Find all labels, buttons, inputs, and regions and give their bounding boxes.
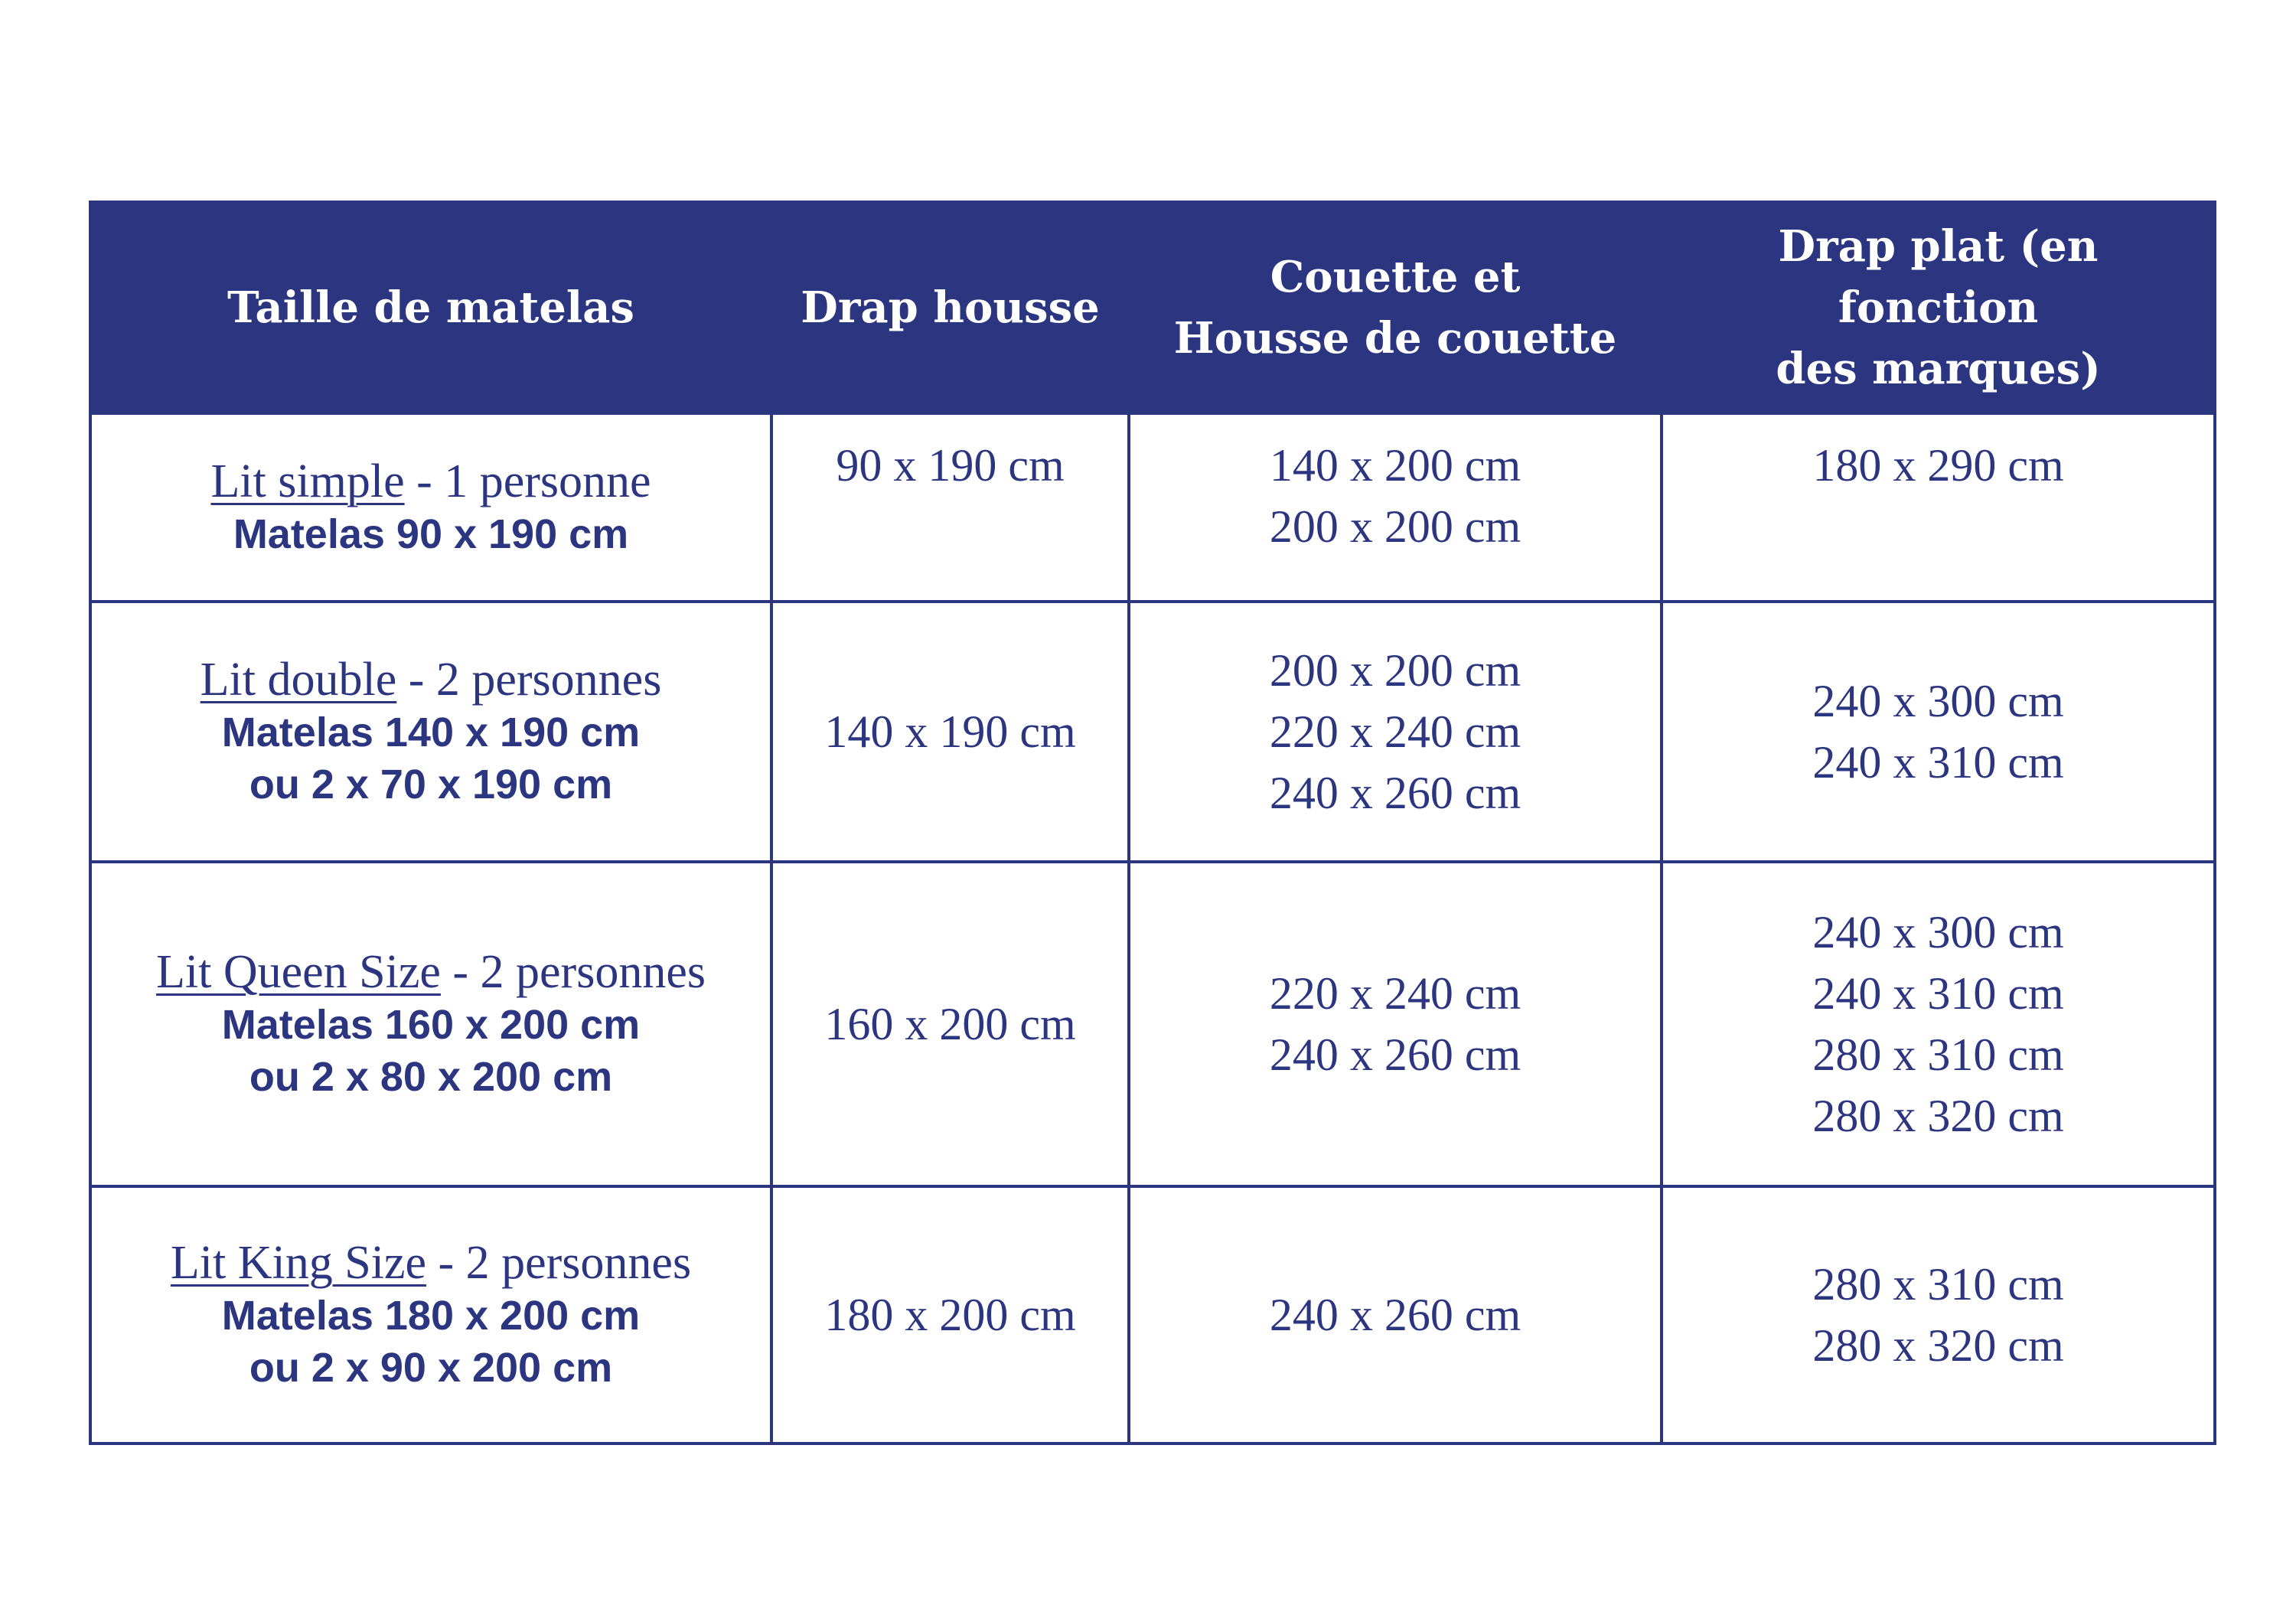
fitted-sheet-cell <box>771 1186 1129 1443</box>
header-duvet-line-2: Housse de couette <box>1173 313 1617 364</box>
header-fitted-sheet-label: Drap housse <box>801 282 1100 333</box>
persons-label: - 2 personnes <box>396 654 662 706</box>
bed-line <box>103 455 759 508</box>
fitted-sheet-cell <box>771 602 1129 862</box>
mattress-dimension: Matelas 160 x 200 cm <box>221 1002 641 1048</box>
table-row <box>90 1186 2215 1443</box>
dimension-value: 180 x 290 cm <box>1812 440 2064 491</box>
dimension-value: 200 x 200 cm <box>1269 501 1521 552</box>
flat-sheet-cell <box>1662 1186 2215 1443</box>
header-flat-sheet-line-1: Drap plat (en fonction <box>1778 221 2099 333</box>
duvet-cell <box>1129 1186 1662 1443</box>
dimension-value: 280 x 310 cm <box>1812 1029 2064 1080</box>
mattress-cell <box>90 1186 771 1443</box>
dimension-value: 90 x 190 cm <box>836 440 1065 491</box>
fitted-sheet-cell <box>771 862 1129 1186</box>
dimension-value: 200 x 200 cm <box>1269 645 1521 696</box>
header-row <box>90 202 2215 413</box>
dimension-value: 280 x 320 cm <box>1812 1320 2064 1371</box>
bed-type-link[interactable]: Lit simple <box>210 455 405 507</box>
header-flat-sheet <box>1662 202 2215 413</box>
flat-sheet-cell <box>1662 602 2215 862</box>
dimension-value: 240 x 300 cm <box>1812 907 2064 957</box>
mattress-dimension: Matelas 140 x 190 cm <box>221 710 641 755</box>
dimension-value: 240 x 260 cm <box>1269 1029 1521 1080</box>
duvet-cell <box>1129 862 1662 1186</box>
duvet-cell <box>1129 413 1662 602</box>
bed-line <box>103 1236 759 1290</box>
persons-label: - 1 personne <box>404 455 651 507</box>
dimension-value: 240 x 310 cm <box>1812 968 2064 1019</box>
dimension-value: 160 x 200 cm <box>824 999 1076 1049</box>
dimension-value: 240 x 260 cm <box>1269 1290 1521 1340</box>
dimension-value: 280 x 310 cm <box>1812 1259 2064 1310</box>
mattress-cell <box>90 862 771 1186</box>
persons-label: - 2 personnes <box>440 946 706 998</box>
header-flat-sheet-line-2: des marques) <box>1776 344 2101 394</box>
mattress-cell <box>90 413 771 602</box>
table-row <box>90 413 2215 602</box>
header-mattress-label: Taille de matelas <box>227 282 634 333</box>
header-duvet-line-1: Couette et <box>1270 252 1521 302</box>
persons-label: - 2 personnes <box>426 1237 692 1289</box>
duvet-cell <box>1129 602 1662 862</box>
header-duvet <box>1129 202 1662 413</box>
bed-line <box>103 945 759 999</box>
mattress-dimension-alt: ou 2 x 80 x 200 cm <box>249 1054 613 1100</box>
dimension-value: 140 x 190 cm <box>824 706 1076 757</box>
table-row <box>90 602 2215 862</box>
dimension-value: 220 x 240 cm <box>1269 968 1521 1019</box>
bed-type-link[interactable]: Lit double <box>200 654 397 706</box>
dimension-value: 240 x 260 cm <box>1269 768 1521 818</box>
flat-sheet-cell <box>1662 862 2215 1186</box>
dimension-value: 240 x 310 cm <box>1812 737 2064 788</box>
mattress-dimension-alt: ou 2 x 90 x 200 cm <box>249 1345 613 1391</box>
dimension-value: 240 x 300 cm <box>1812 676 2064 726</box>
bed-type-link[interactable]: Lit Queen Size <box>156 946 441 998</box>
dimension-value: 180 x 200 cm <box>824 1290 1076 1340</box>
mattress-dimension-alt: ou 2 x 70 x 190 cm <box>249 762 613 807</box>
mattress-dimension: Matelas 90 x 190 cm <box>233 511 629 557</box>
dimension-value: 140 x 200 cm <box>1269 440 1521 491</box>
mattress-dimension: Matelas 180 x 200 cm <box>221 1293 641 1339</box>
header-mattress-size <box>90 202 771 413</box>
fitted-sheet-cell <box>771 413 1129 602</box>
flat-sheet-cell <box>1662 413 2215 602</box>
bed-line <box>103 653 759 706</box>
size-guide-table <box>89 201 2216 1445</box>
mattress-cell <box>90 602 771 862</box>
header-fitted-sheet <box>771 202 1129 413</box>
dimension-value: 280 x 320 cm <box>1812 1091 2064 1141</box>
bed-type-link[interactable]: Lit King Size <box>170 1237 426 1289</box>
dimension-value: 220 x 240 cm <box>1269 706 1521 757</box>
table-row <box>90 862 2215 1186</box>
